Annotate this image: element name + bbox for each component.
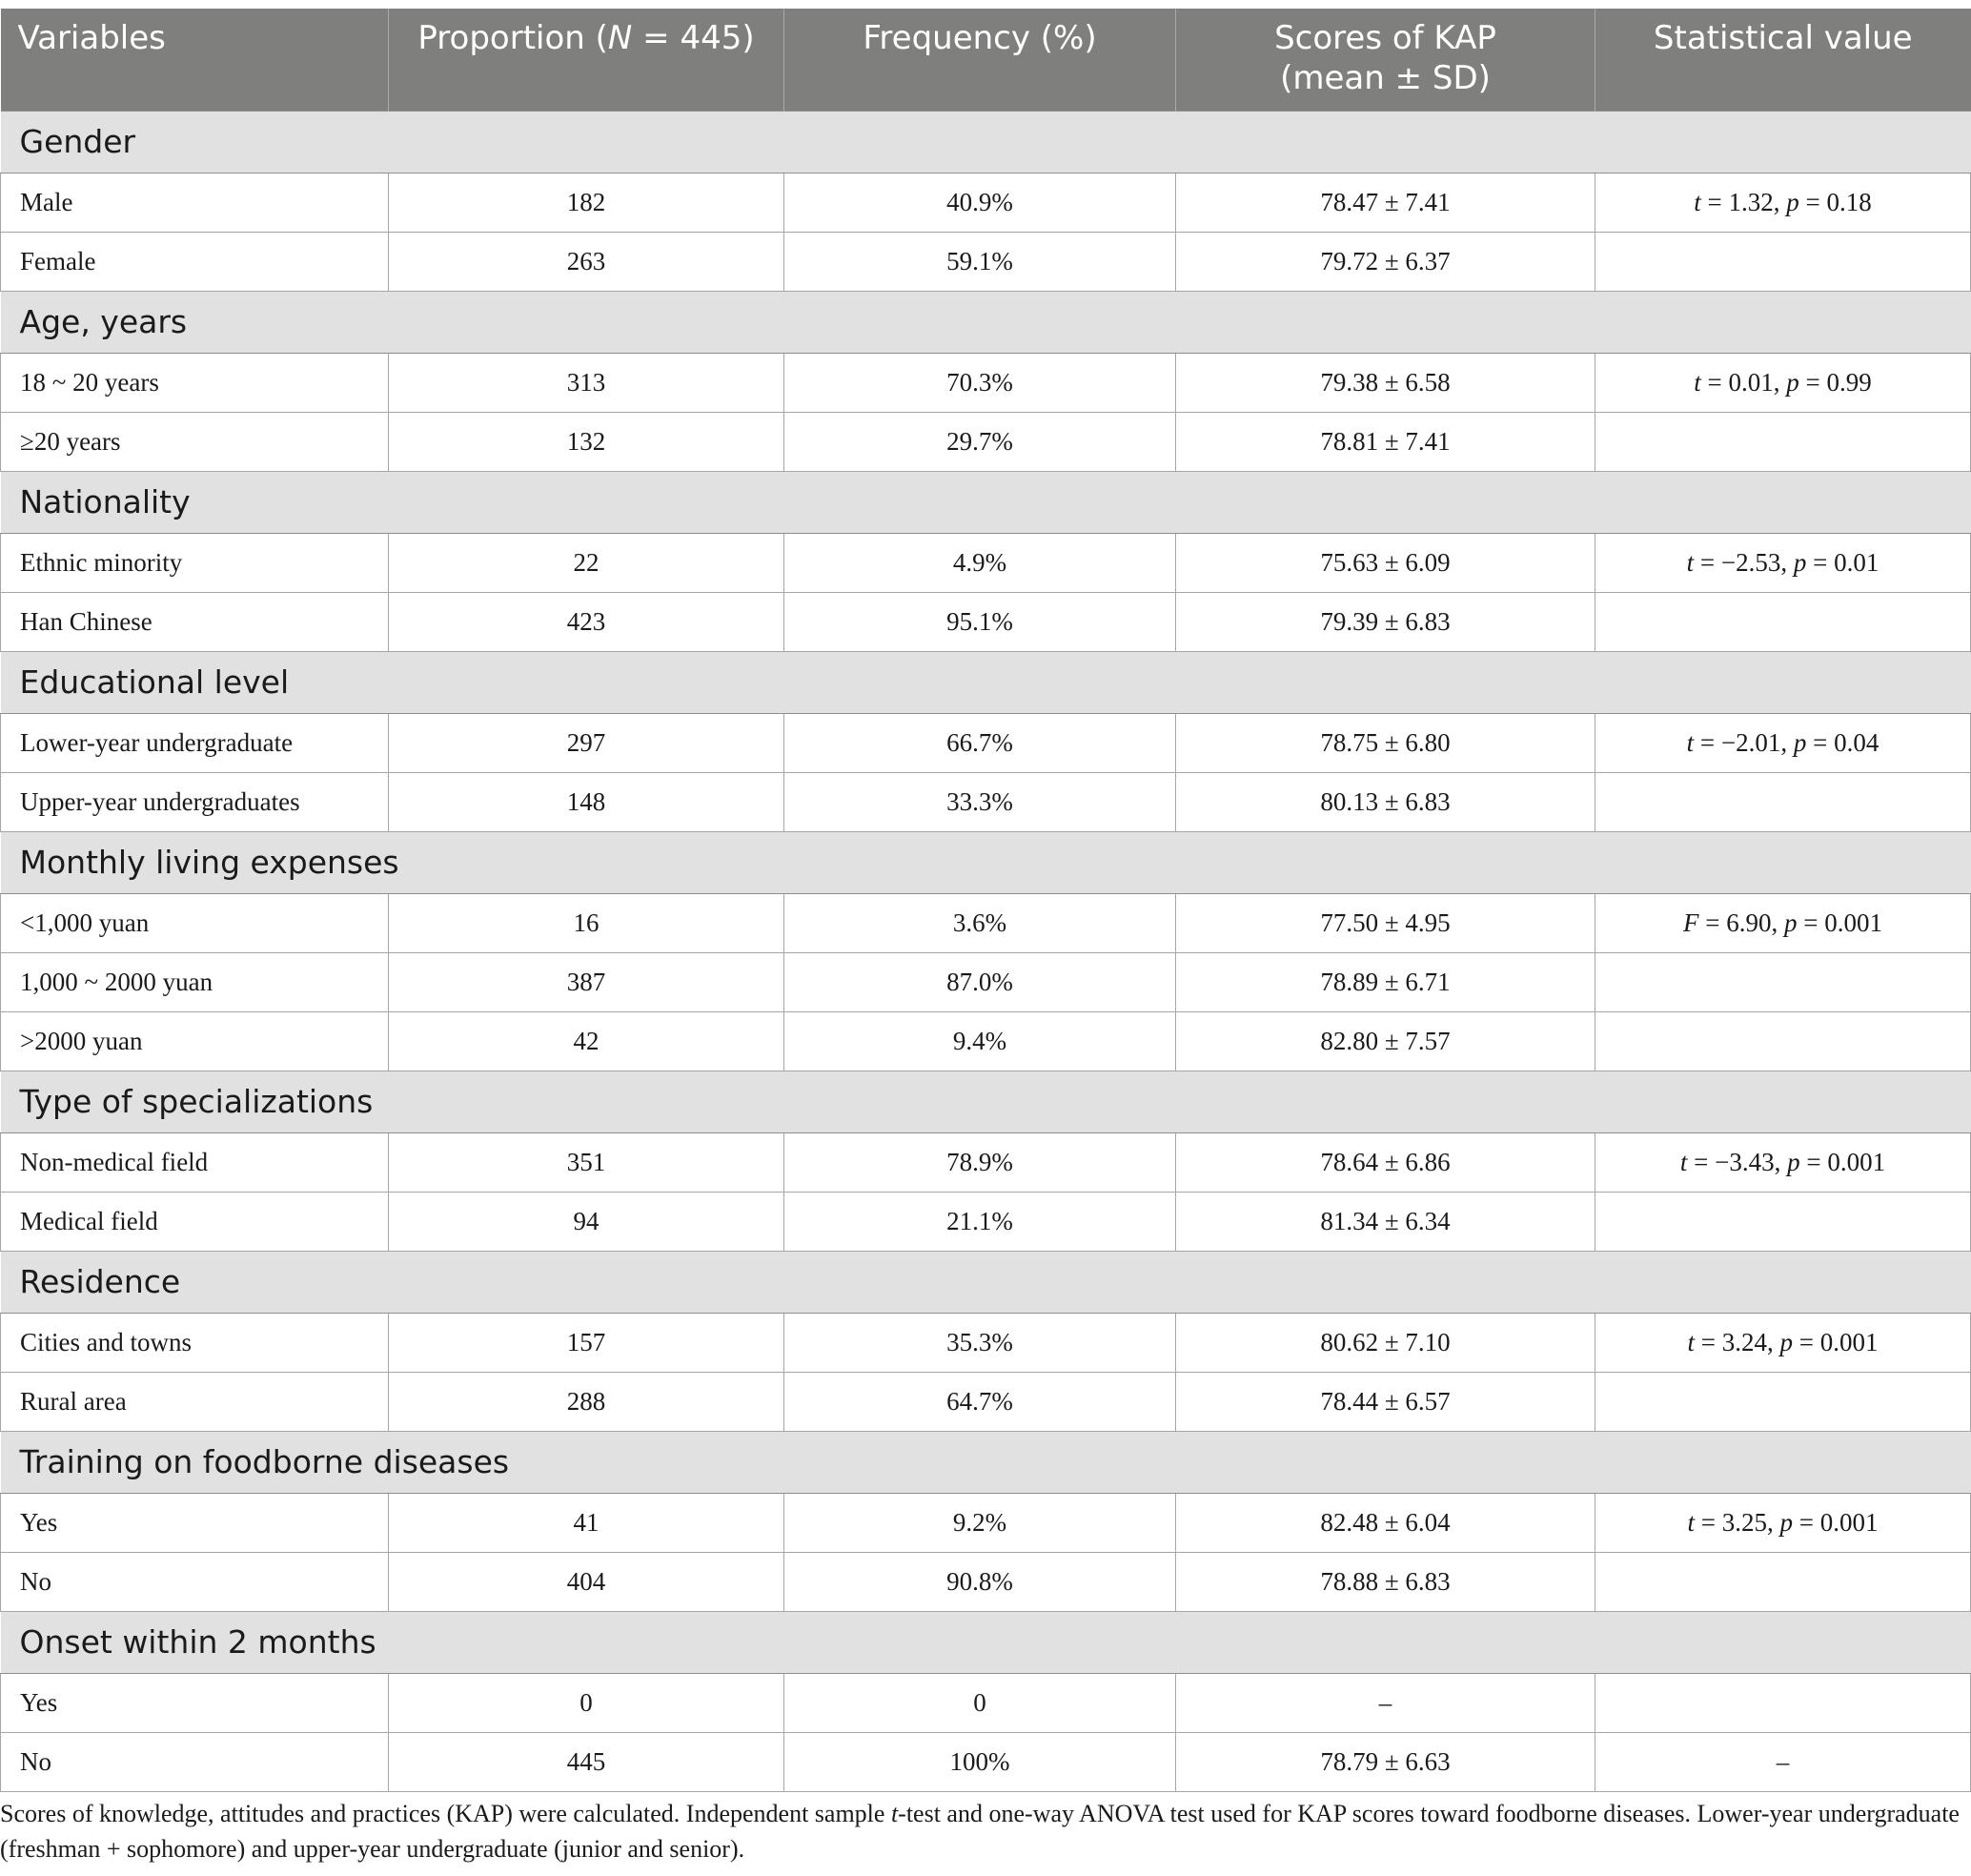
cell-frequency: 9.4% <box>784 1011 1176 1071</box>
cell-proportion: 94 <box>389 1192 784 1251</box>
group-row <box>1 1071 1971 1132</box>
cell-proportion: 387 <box>389 952 784 1011</box>
cell-variable: Han Chinese <box>1 592 389 651</box>
cell-kap-score: 80.13 ± 6.83 <box>1176 772 1595 831</box>
cell-statistical-value <box>1595 592 1971 651</box>
table-row <box>1 1493 1971 1552</box>
cell-variable: ≥20 years <box>1 412 389 471</box>
cell-statistical-value <box>1595 232 1971 291</box>
table-row <box>1 1313 1971 1372</box>
group-label: Gender <box>1 111 1971 173</box>
table-row <box>1 893 1971 952</box>
table-row <box>1 1732 1971 1791</box>
cell-statistical-value <box>1595 1673 1971 1732</box>
cell-frequency: 90.8% <box>784 1552 1176 1611</box>
cell-frequency: 4.9% <box>784 533 1176 592</box>
table-header <box>1 9 1971 111</box>
cell-kap-score: 79.39 ± 6.83 <box>1176 592 1595 651</box>
cell-statistical-value: t = 1.32, p = 0.18 <box>1595 173 1971 232</box>
cell-kap-score: 78.47 ± 7.41 <box>1176 173 1595 232</box>
cell-statistical-value: – <box>1595 1732 1971 1791</box>
cell-kap-score: 79.72 ± 6.37 <box>1176 232 1595 291</box>
cell-variable: Rural area <box>1 1372 389 1431</box>
kap-table-container <box>0 9 1970 1792</box>
cell-kap-score: 78.75 ± 6.80 <box>1176 713 1595 772</box>
cell-variable: Cities and towns <box>1 1313 389 1372</box>
cell-kap-score: 78.81 ± 7.41 <box>1176 412 1595 471</box>
cell-variable: <1,000 yuan <box>1 893 389 952</box>
cell-variable: Yes <box>1 1493 389 1552</box>
table-row <box>1 713 1971 772</box>
cell-statistical-value <box>1595 772 1971 831</box>
group-label: Type of specializations <box>1 1071 1971 1132</box>
cell-frequency: 33.3% <box>784 772 1176 831</box>
cell-proportion: 263 <box>389 232 784 291</box>
group-label: Educational level <box>1 651 1971 713</box>
cell-frequency: 78.9% <box>784 1132 1176 1192</box>
cell-proportion: 22 <box>389 533 784 592</box>
header-frequency: Frequency (%) <box>784 9 1176 111</box>
cell-statistical-value: t = −3.43, p = 0.001 <box>1595 1132 1971 1192</box>
table-row <box>1 1673 1971 1732</box>
cell-proportion: 445 <box>389 1732 784 1791</box>
cell-statistical-value <box>1595 1372 1971 1431</box>
group-row <box>1 471 1971 533</box>
cell-proportion: 132 <box>389 412 784 471</box>
cell-frequency: 66.7% <box>784 713 1176 772</box>
cell-frequency: 95.1% <box>784 592 1176 651</box>
cell-proportion: 148 <box>389 772 784 831</box>
cell-kap-score: 78.79 ± 6.63 <box>1176 1732 1595 1791</box>
cell-variable: Ethnic minority <box>1 533 389 592</box>
cell-proportion: 41 <box>389 1493 784 1552</box>
cell-frequency: 29.7% <box>784 412 1176 471</box>
cell-proportion: 313 <box>389 353 784 412</box>
table-body <box>1 111 1971 1791</box>
cell-statistical-value: t = −2.53, p = 0.01 <box>1595 533 1971 592</box>
cell-variable: 18 ~ 20 years <box>1 353 389 412</box>
cell-kap-score: 82.80 ± 7.57 <box>1176 1011 1595 1071</box>
table-row <box>1 1372 1971 1431</box>
cell-frequency: 35.3% <box>784 1313 1176 1372</box>
table-row <box>1 412 1971 471</box>
header-scores: Scores of KAP (mean ± SD) <box>1176 9 1595 111</box>
cell-variable: >2000 yuan <box>1 1011 389 1071</box>
cell-proportion: 297 <box>389 713 784 772</box>
group-label: Residence <box>1 1251 1971 1313</box>
group-row <box>1 651 1971 713</box>
cell-kap-score: 82.48 ± 6.04 <box>1176 1493 1595 1552</box>
cell-kap-score: 78.64 ± 6.86 <box>1176 1132 1595 1192</box>
cell-frequency: 3.6% <box>784 893 1176 952</box>
cell-frequency: 21.1% <box>784 1192 1176 1251</box>
kap-table <box>0 9 1971 1792</box>
group-label: Training on foodborne diseases <box>1 1431 1971 1493</box>
header-proportion: Proportion (N = 445) <box>389 9 784 111</box>
table-row <box>1 1552 1971 1611</box>
cell-statistical-value <box>1595 412 1971 471</box>
cell-variable: No <box>1 1552 389 1611</box>
cell-statistical-value: t = 0.01, p = 0.99 <box>1595 353 1971 412</box>
cell-kap-score: 78.88 ± 6.83 <box>1176 1552 1595 1611</box>
cell-statistical-value: t = 3.24, p = 0.001 <box>1595 1313 1971 1372</box>
cell-variable: Female <box>1 232 389 291</box>
cell-frequency: 40.9% <box>784 173 1176 232</box>
table-row <box>1 1011 1971 1071</box>
cell-proportion: 16 <box>389 893 784 952</box>
cell-variable: Upper-year undergraduates <box>1 772 389 831</box>
cell-kap-score: 75.63 ± 6.09 <box>1176 533 1595 592</box>
table-row <box>1 952 1971 1011</box>
table-row <box>1 533 1971 592</box>
table-row <box>1 353 1971 412</box>
cell-variable: Non-medical field <box>1 1132 389 1192</box>
group-row <box>1 1431 1971 1493</box>
group-label: Onset within 2 months <box>1 1611 1971 1673</box>
group-label: Monthly living expenses <box>1 831 1971 893</box>
group-label: Age, years <box>1 291 1971 353</box>
table-row <box>1 772 1971 831</box>
group-row <box>1 1251 1971 1313</box>
cell-proportion: 0 <box>389 1673 784 1732</box>
cell-variable: Yes <box>1 1673 389 1732</box>
cell-frequency: 9.2% <box>784 1493 1176 1552</box>
cell-statistical-value <box>1595 1552 1971 1611</box>
table-row <box>1 173 1971 232</box>
cell-proportion: 288 <box>389 1372 784 1431</box>
table-row <box>1 1192 1971 1251</box>
cell-proportion: 404 <box>389 1552 784 1611</box>
cell-frequency: 59.1% <box>784 232 1176 291</box>
cell-statistical-value: F = 6.90, p = 0.001 <box>1595 893 1971 952</box>
cell-kap-score: – <box>1176 1673 1595 1732</box>
cell-variable: Lower-year undergraduate <box>1 713 389 772</box>
group-row <box>1 291 1971 353</box>
cell-frequency: 100% <box>784 1732 1176 1791</box>
cell-statistical-value <box>1595 1192 1971 1251</box>
cell-statistical-value: t = −2.01, p = 0.04 <box>1595 713 1971 772</box>
cell-kap-score: 78.89 ± 6.71 <box>1176 952 1595 1011</box>
cell-statistical-value: t = 3.25, p = 0.001 <box>1595 1493 1971 1552</box>
cell-kap-score: 77.50 ± 4.95 <box>1176 893 1595 952</box>
cell-proportion: 42 <box>389 1011 784 1071</box>
table-row <box>1 1132 1971 1192</box>
cell-frequency: 64.7% <box>784 1372 1176 1431</box>
cell-kap-score: 79.38 ± 6.58 <box>1176 353 1595 412</box>
cell-kap-score: 81.34 ± 6.34 <box>1176 1192 1595 1251</box>
cell-variable: Medical field <box>1 1192 389 1251</box>
header-variables: Variables <box>1 9 389 111</box>
cell-proportion: 157 <box>389 1313 784 1372</box>
table-row <box>1 232 1971 291</box>
cell-variable: No <box>1 1732 389 1791</box>
cell-proportion: 423 <box>389 592 784 651</box>
cell-statistical-value <box>1595 1011 1971 1071</box>
cell-variable: 1,000 ~ 2000 yuan <box>1 952 389 1011</box>
cell-kap-score: 80.62 ± 7.10 <box>1176 1313 1595 1372</box>
header-statistical-value: Statistical value <box>1595 9 1971 111</box>
group-row <box>1 111 1971 173</box>
cell-statistical-value <box>1595 952 1971 1011</box>
group-row <box>1 1611 1971 1673</box>
group-row <box>1 831 1971 893</box>
cell-proportion: 351 <box>389 1132 784 1192</box>
cell-frequency: 70.3% <box>784 353 1176 412</box>
table-footnote: Scores of knowledge, attitudes and practices (KAP) were calculated. Independent sample t-test and one-way ANOVA test used for KAP scores toward foodborne diseases. Lower-year undergraduate (freshman + sophomore) and upper-year undergraduate (junior and senior). <box>0 1800 1960 1863</box>
cell-kap-score: 78.44 ± 6.57 <box>1176 1372 1595 1431</box>
cell-frequency: 0 <box>784 1673 1176 1732</box>
cell-proportion: 182 <box>389 173 784 232</box>
cell-frequency: 87.0% <box>784 952 1176 1011</box>
table-row <box>1 592 1971 651</box>
cell-variable: Male <box>1 173 389 232</box>
group-label: Nationality <box>1 471 1971 533</box>
